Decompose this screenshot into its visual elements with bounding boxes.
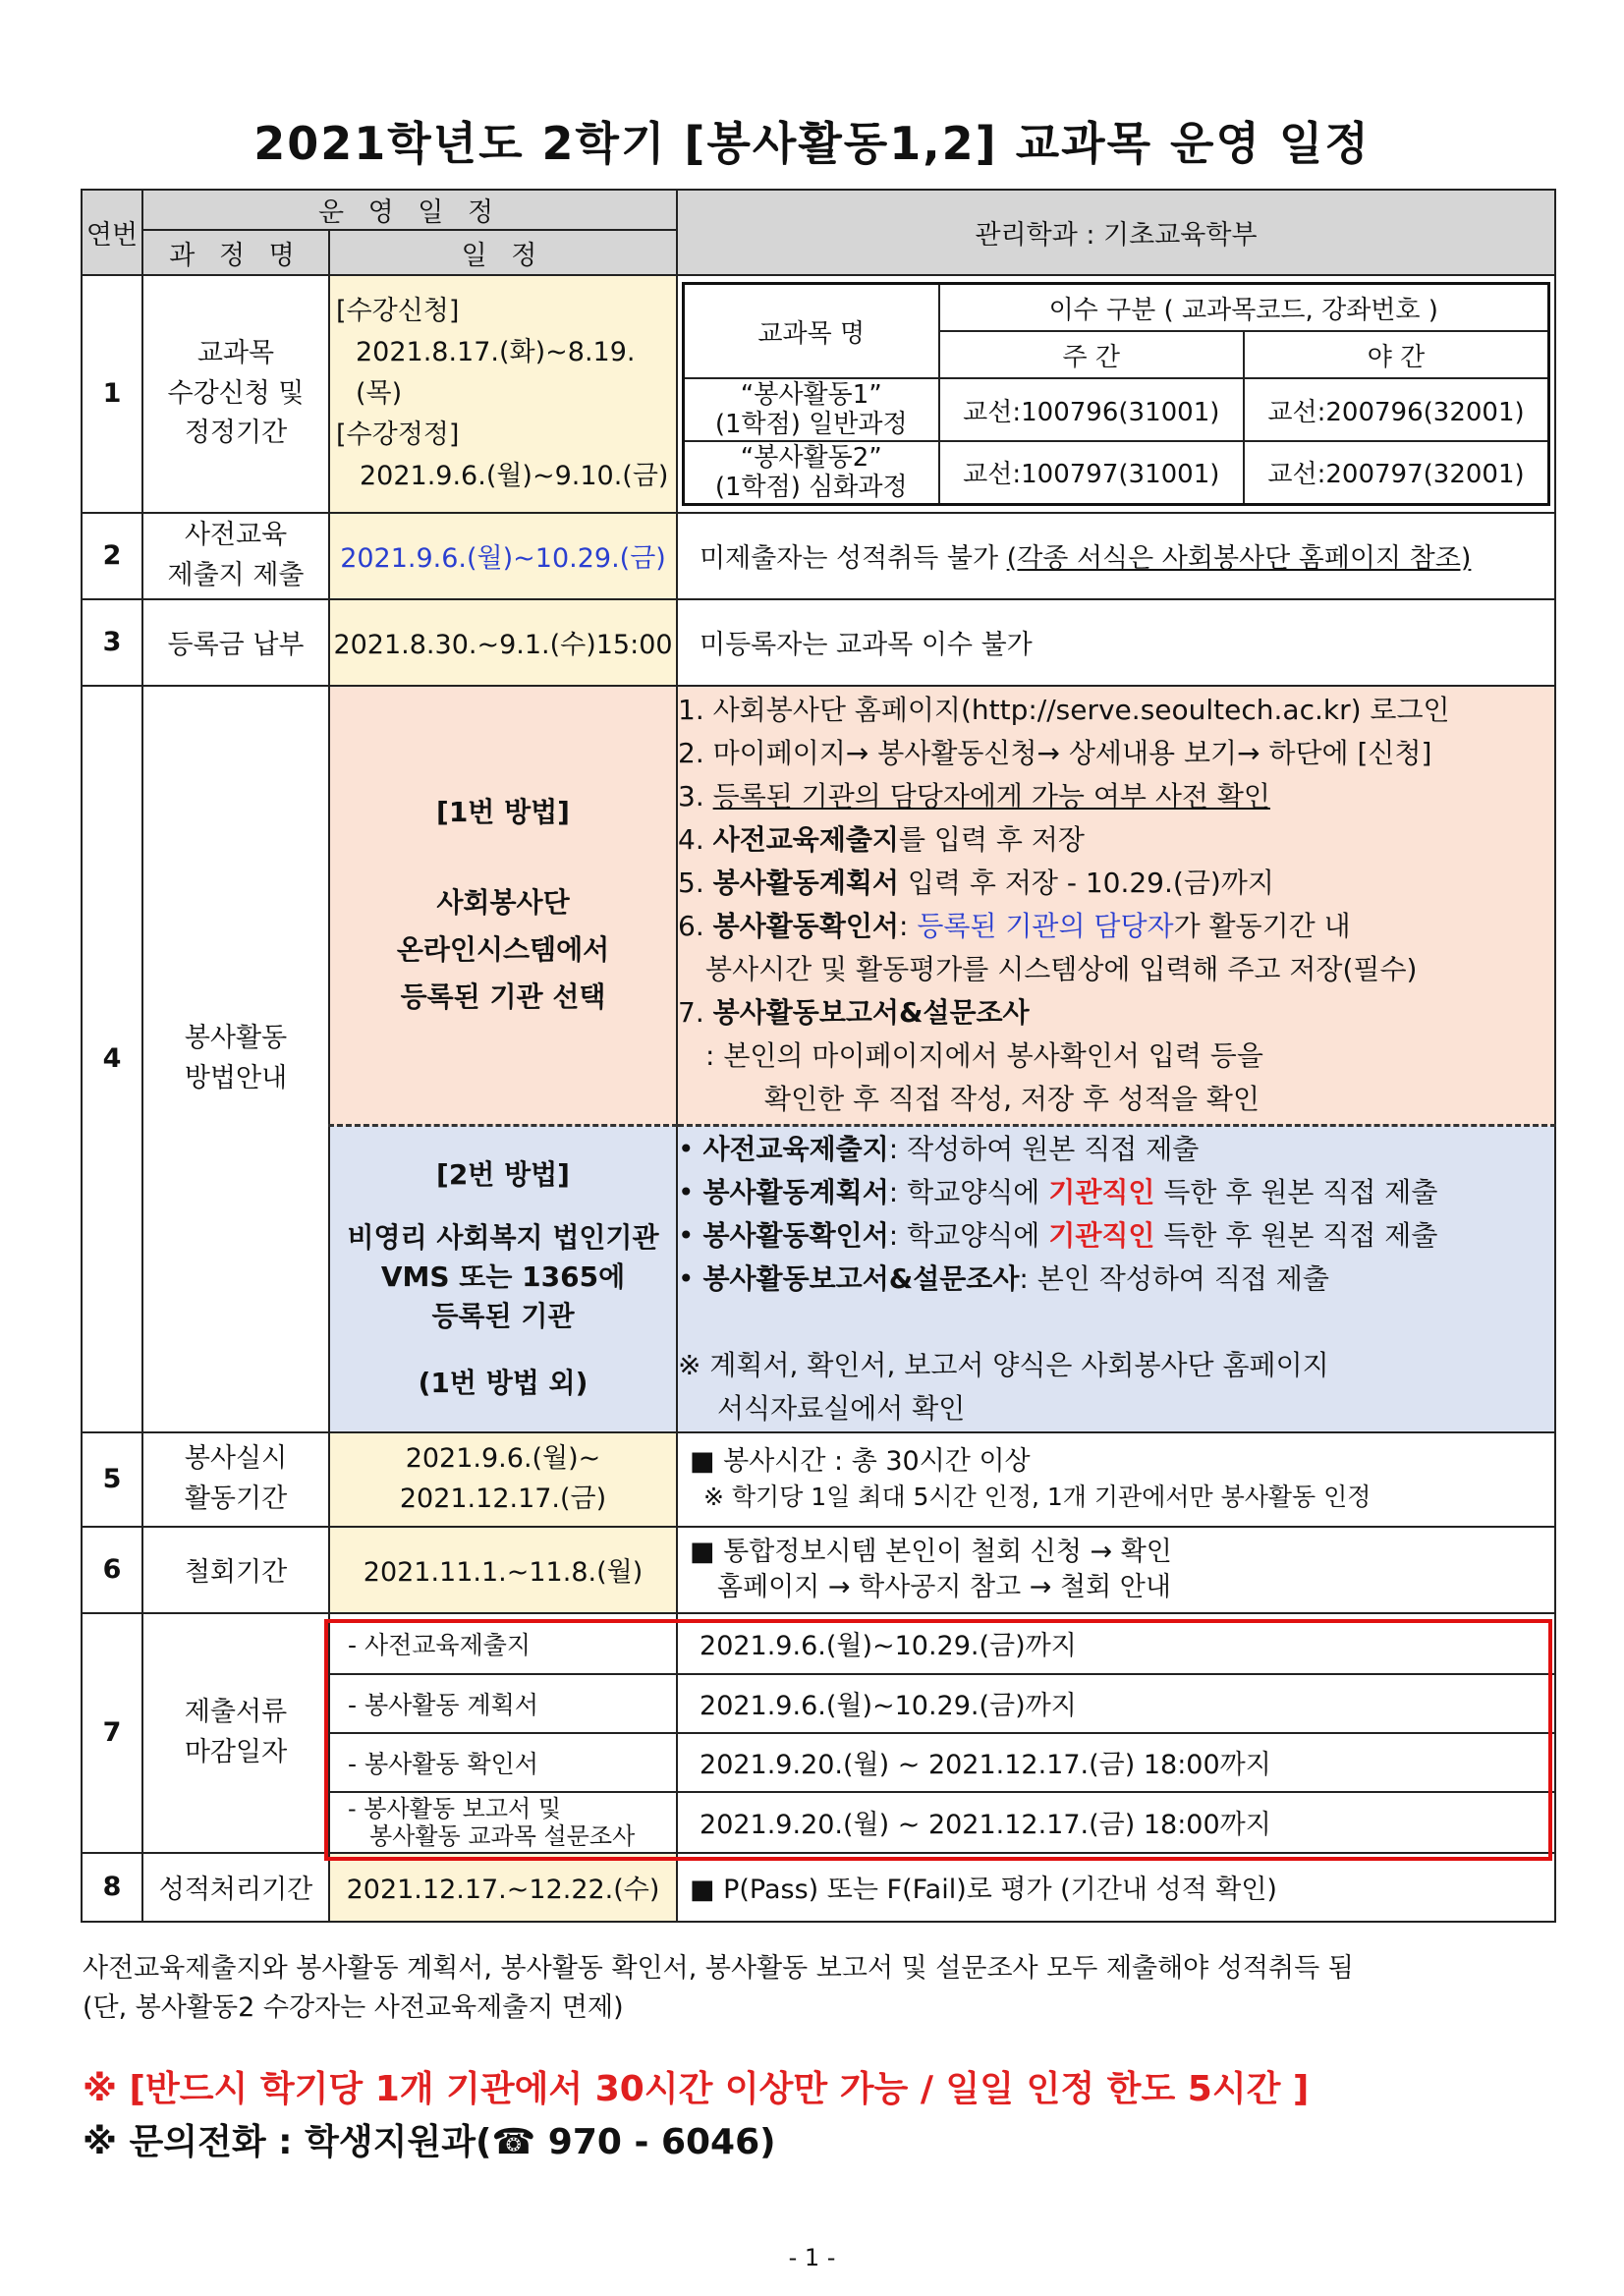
bullet-4: • 봉사활동보고서&설문조사: 본인 작성하여 직접 제출: [678, 1261, 1329, 1295]
method-1-title: [1번 방법]: [436, 796, 570, 829]
row-schedule: 2021.11.1.~11.8.(월): [329, 1527, 677, 1613]
method-1-line: 등록된 기관 선택: [400, 980, 606, 1014]
table-row: [82, 1432, 1555, 1527]
course-name: [684, 378, 939, 441]
step-text: 를 입력 후 저장: [898, 823, 1085, 857]
row-schedule: 2021.8.30.~9.1.(수)15:00: [329, 599, 677, 686]
row-name-line: 제출지 제출: [167, 559, 305, 590]
row-schedule: [329, 1432, 677, 1527]
row-name-line: 정정기간: [184, 418, 288, 448]
step-7: [678, 991, 1554, 1035]
deadline-doc: - 사전교육제출지: [329, 1613, 677, 1674]
row-number: 4: [82, 686, 142, 1432]
bullet-text: : 작성하여 원본 직접 제출: [888, 1132, 1200, 1165]
footer-note-line: (단, 봉사활동2 수강자는 사전교육제출지 면제): [83, 1992, 624, 2023]
schedule-group-header: 운 영 일 정: [142, 190, 677, 230]
method-2: [329, 1126, 677, 1432]
row-name: [142, 1613, 329, 1853]
table-row: [82, 599, 1555, 686]
step-text: 등록된 기관의 담당자에게 가능 여부 사전 확인: [712, 780, 1270, 813]
step-num: 5.: [678, 867, 713, 900]
night-code: 교선:200797(32001): [1244, 441, 1549, 504]
row-name-line: 봉사활동: [184, 1023, 288, 1053]
step-keyword: 봉사활동보고서&설문조사: [712, 996, 1030, 1030]
course-code-cell: [677, 275, 1555, 513]
bullet-keyword: 봉사활동계획서: [702, 1175, 889, 1208]
row-number: 2: [82, 513, 142, 599]
step-4: [678, 818, 1554, 862]
correction-label: [수강정정]: [336, 419, 460, 450]
bullet-2: • 봉사활동계획서: 학교양식에 기관직인 득한 후 원본 직접 제출: [678, 1175, 1438, 1208]
row-description: ■ P(Pass) 또는 F(Fail)로 평가 (기간내 성적 확인): [677, 1853, 1555, 1922]
table-row: [82, 513, 1555, 599]
step-num: 4.: [678, 823, 713, 857]
course-name: [684, 441, 939, 504]
footer-note: [83, 1949, 1354, 2028]
day-header: 주 간: [939, 331, 1245, 378]
step-3: [678, 775, 1554, 818]
course-type: (1학점) 심화과정: [714, 472, 908, 502]
deadline-date: 2021.9.6.(월)~10.29.(금)까지: [677, 1613, 1555, 1674]
bullet-text: : 학교양식에: [888, 1175, 1049, 1208]
step-7-cont: : 본인의 마이페이지에서 봉사확인서 입력 등을: [705, 1039, 1263, 1073]
deadline-doc: - 봉사활동 확인서: [329, 1733, 677, 1792]
registration-date: 2021.8.17.(화)~8.19.(목): [356, 336, 636, 409]
row-name-line: 활동기간: [184, 1483, 288, 1514]
course-title: “봉사활동2”: [740, 442, 882, 473]
desc-line: ■ 봉사시간 : 총 30시간 이상: [690, 1445, 1031, 1477]
registration-label: [수강신청]: [336, 295, 460, 326]
row-description: [677, 1432, 1555, 1527]
deadline-doc: - 봉사활동 계획서: [329, 1674, 677, 1733]
deadline-date: 2021.9.20.(월) ~ 2021.12.17.(금) 18:00까지: [677, 1733, 1555, 1792]
table-row: [82, 686, 1555, 1126]
type-header: 이수 구분 ( 교과목코드, 강좌번호 ): [939, 284, 1549, 332]
desc-line: ※ 학기당 1일 최대 5시간 인정, 1개 기관에서만 봉사활동 인정: [703, 1482, 1372, 1511]
schedule-table: [81, 189, 1556, 1923]
table-row: [82, 1613, 1555, 1674]
method-1-line: 온라인시스템에서: [396, 933, 610, 967]
row-name-line: 방법안내: [184, 1062, 288, 1093]
bullet-text: : 학교양식에: [888, 1218, 1049, 1252]
correction-date: 2021.9.6.(월)~9.10.(금): [360, 460, 669, 491]
row-description: [677, 1527, 1555, 1613]
row-number: 6: [82, 1527, 142, 1613]
step-2: 2. 마이페이지→ 봉사활동신청→ 상세내용 보기→ 하단에 [신청]: [678, 737, 1432, 770]
row-name: [142, 513, 329, 599]
step-text: 가 활동기간 내: [1173, 910, 1351, 943]
bullet-keyword: 봉사활동확인서: [702, 1218, 889, 1252]
row-name: [142, 1432, 329, 1527]
row-number: 7: [82, 1613, 142, 1853]
course-title: “봉사활동1”: [740, 380, 882, 410]
row-schedule: 2021.12.17.~12.22.(수): [329, 1853, 677, 1922]
bullet-keyword: 사전교육제출지: [702, 1132, 889, 1165]
row-name: 성적처리기간: [142, 1853, 329, 1922]
row-name-line: 봉사실시: [184, 1443, 288, 1474]
row-name-line: 제출서류: [184, 1697, 288, 1727]
seal-highlight: 기관직인: [1048, 1218, 1155, 1252]
bullet-3: • 봉사활동확인서: 학교양식에 기관직인 득한 후 원본 직접 제출: [678, 1218, 1438, 1252]
seal-highlight: 기관직인: [1048, 1175, 1155, 1208]
method-2-line: VMS 또는 1365에: [380, 1260, 626, 1293]
schedule-line: 2021.12.17.(금): [399, 1483, 607, 1514]
method-2-line: (1번 방법 외): [418, 1366, 588, 1399]
row-name: 철회기간: [142, 1527, 329, 1613]
bullet-text: : 본인 작성하여 직접 제출: [1019, 1261, 1329, 1295]
step-6: [678, 905, 1554, 948]
form-note-cont: 서식자료실에서 확인: [717, 1391, 966, 1425]
method-1-line: 사회봉사단: [436, 886, 570, 920]
schedule-header: 일 정: [329, 230, 677, 275]
page-number: - 1 -: [788, 2244, 836, 2271]
row-schedule: [329, 275, 677, 513]
deadline-doc: [329, 1792, 677, 1853]
method-1: [329, 686, 677, 1126]
method-2-steps: [677, 1126, 1555, 1432]
course-type: (1학점) 일반과정: [714, 410, 908, 439]
method-2-line: 등록된 기관: [431, 1299, 575, 1332]
bullet-keyword: 봉사활동보고서&설문조사: [702, 1261, 1020, 1295]
step-num: 3.: [678, 780, 713, 813]
step-num: 7.: [678, 996, 713, 1030]
bullet-1: • 사전교육제출지: 작성하여 원본 직접 제출: [678, 1132, 1200, 1165]
method-2-line: 비영리 사회복지 법인기관: [347, 1220, 659, 1254]
col-no-header: 연번: [82, 190, 142, 275]
footer-note-line: 사전교육제출지와 봉사활동 계획서, 봉사활동 확인서, 봉사활동 보고서 및 설문조사 모두 제출해야 성적취득 됨: [83, 1953, 1354, 1984]
row-name-line: 사전교육: [184, 520, 288, 550]
step-num: 6.: [678, 910, 713, 943]
contact-note: ※ 문의전화 : 학생지원과(☎ 970 - 6046): [83, 2122, 776, 2162]
method-1-steps: [677, 686, 1555, 1126]
step-keyword: 봉사활동계획서: [712, 867, 899, 900]
row-schedule: 2021.9.6.(월)~10.29.(금): [329, 513, 677, 599]
step-1: 1. 사회봉사단 홈페이지(http://serve.seoultech.ac.kr) 로그인: [678, 694, 1450, 727]
step-7-cont: 확인한 후 직접 작성, 저장 후 성적을 확인: [764, 1083, 1260, 1116]
step-text: :: [898, 910, 918, 943]
table-row: [82, 1527, 1555, 1613]
row-name: 등록금 납부: [142, 599, 329, 686]
row-name-line: 마감일자: [184, 1736, 288, 1767]
table-row: [82, 275, 1555, 513]
dept-header: 관리학과 : 기초교육학부: [677, 190, 1555, 275]
deadline-date: 2021.9.6.(월)~10.29.(금)까지: [677, 1674, 1555, 1733]
row-description: 미등록자는 교과목 이수 불가: [677, 599, 1555, 686]
row-number: 8: [82, 1853, 142, 1922]
course-name-header: 과 정 명: [142, 230, 329, 275]
step-keyword: 봉사활동확인서: [712, 910, 899, 943]
deadline-doc-line: 봉사활동 교과목 설문조사: [369, 1821, 636, 1850]
row-name: [142, 686, 329, 1432]
bullet-text: 득한 후 원본 직접 제출: [1154, 1218, 1438, 1252]
row-name: [142, 275, 329, 513]
desc-line: 홈페이지 → 학사공지 참고 → 철회 안내: [717, 1571, 1171, 1602]
day-code: 교선:100796(31001): [939, 378, 1245, 441]
step-keyword: 사전교육제출지: [712, 823, 899, 857]
row-number: 3: [82, 599, 142, 686]
night-header: 야 간: [1244, 331, 1549, 378]
warning-note: ※ [반드시 학기당 1개 기관에서 30시간 이상만 가능 / 일일 인정 한도 5시간 ]: [83, 2069, 1310, 2109]
step-5: [678, 862, 1554, 905]
desc-line: ■ 통합정보시템 본인이 철회 신청 → 확인: [690, 1536, 1172, 1567]
deadline-date: 2021.9.20.(월) ~ 2021.12.17.(금) 18:00까지: [677, 1792, 1555, 1853]
course-header: 교과목 명: [684, 284, 939, 379]
schedule-line: 2021.9.6.(월)~: [405, 1443, 601, 1474]
homepage-reference: (각종 서식은 사회봉사단 홈페이지 참조): [1006, 543, 1472, 574]
deadline-doc-line: - 봉사활동 보고서 및: [348, 1794, 562, 1822]
page-title: 2021학년도 2학기 [봉사활동1,2] 교과목 운영 일정: [253, 117, 1371, 170]
step-text: 입력 후 저장 - 10.29.(금)까지: [898, 867, 1274, 900]
row-name-line: 수강신청 및: [167, 377, 305, 409]
course-code-table: [682, 282, 1550, 506]
row-number: 5: [82, 1432, 142, 1527]
step-6-cont: 봉사시간 및 활동평가를 시스템상에 입력해 주고 저장(필수): [705, 953, 1418, 986]
row-description: [677, 513, 1555, 599]
table-row: [82, 1853, 1555, 1922]
desc-text: 미제출자는 성적취득 불가: [700, 543, 1007, 574]
bullet-text: 득한 후 원본 직접 제출: [1154, 1175, 1438, 1208]
form-note: ※ 계획서, 확인서, 보고서 양식은 사회봉사단 홈페이지: [678, 1348, 1329, 1381]
row-number: 1: [82, 275, 142, 513]
day-code: 교선:100797(31001): [939, 441, 1245, 504]
night-code: 교선:200796(32001): [1244, 378, 1549, 441]
method-2-title: [2번 방법]: [436, 1157, 570, 1191]
step-highlight: 등록된 기관의 담당자: [917, 910, 1174, 943]
row-name-line: 교과목: [196, 338, 275, 368]
